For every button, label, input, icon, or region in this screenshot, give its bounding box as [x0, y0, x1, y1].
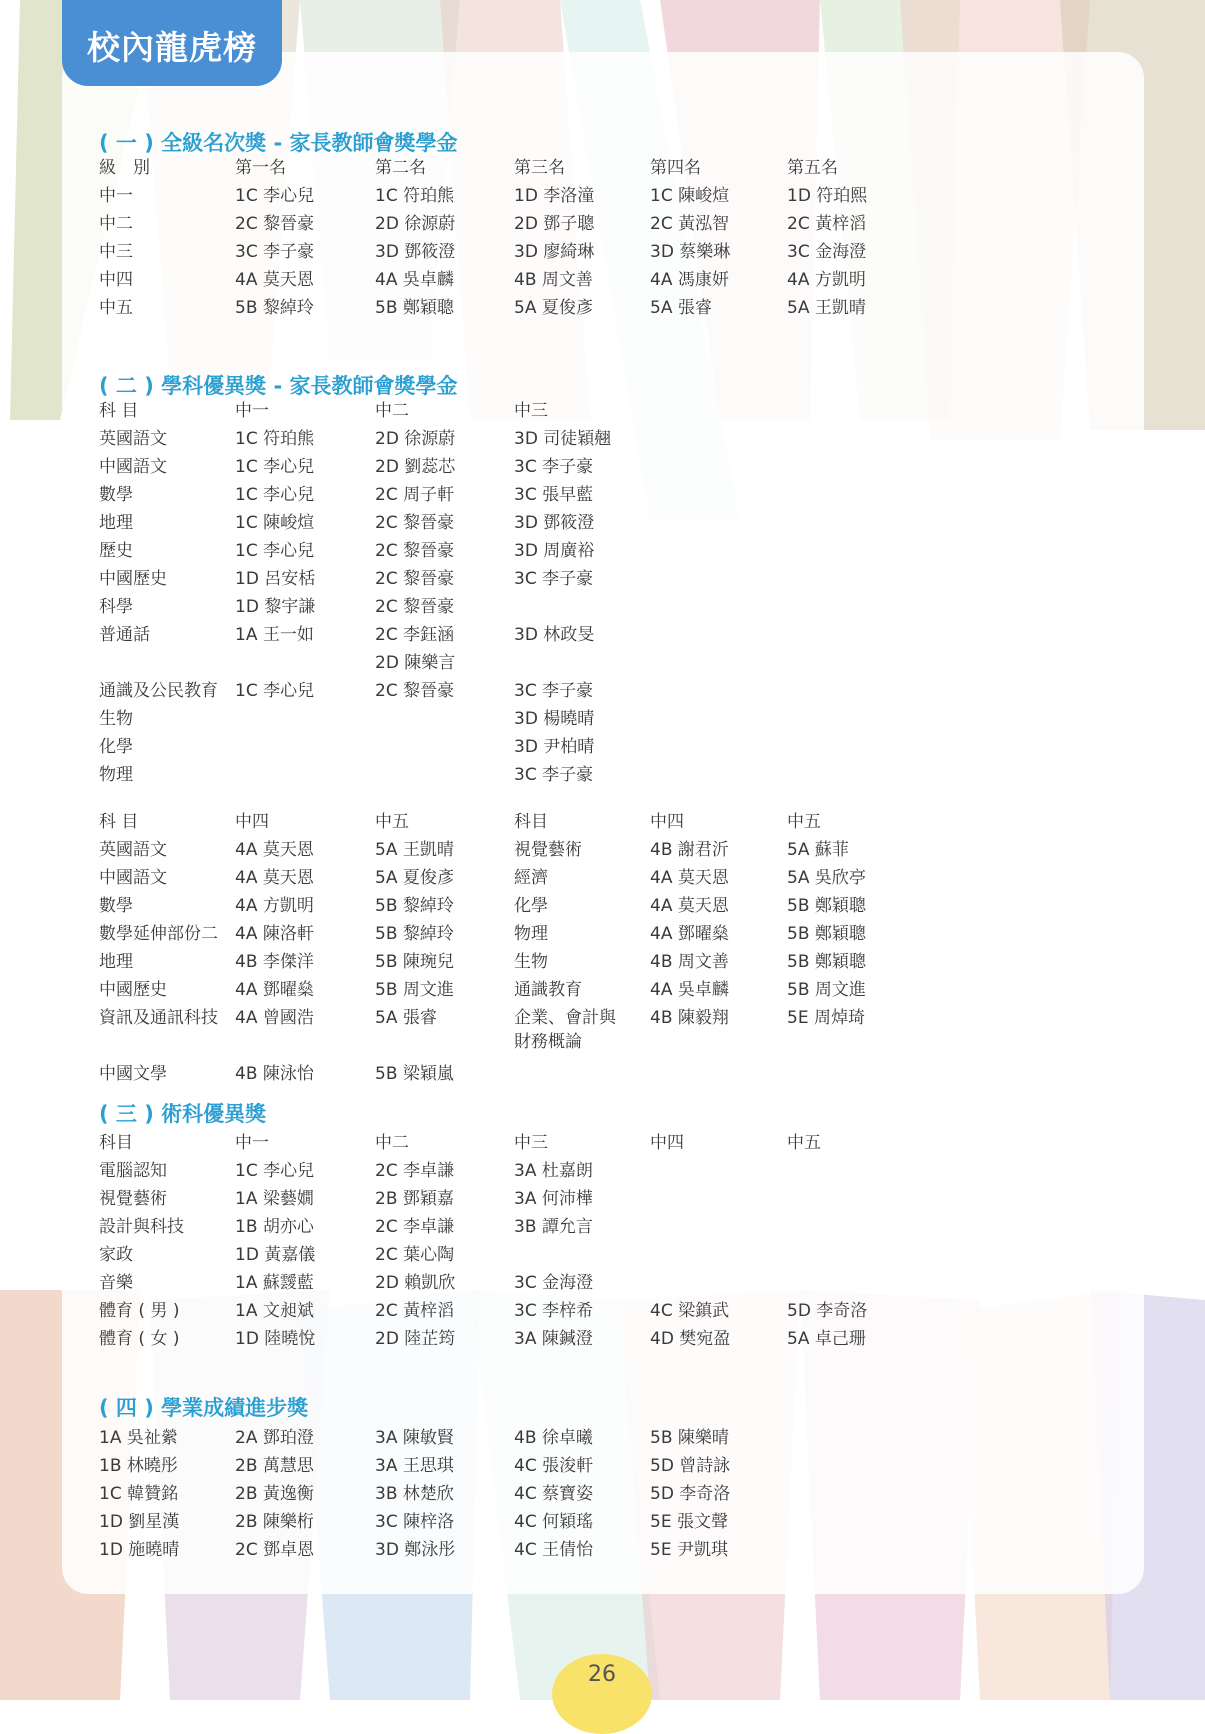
- table-cell: 1B 林曉彤: [99, 1456, 178, 1476]
- column-header: 中三: [514, 1133, 548, 1153]
- table-cell: 2C 李卓謙: [375, 1217, 455, 1237]
- table-cell: 1C 李心兒: [235, 541, 315, 561]
- table-cell: 5A 卓己珊: [787, 1329, 866, 1349]
- table-cell: 4D 樊宛盈: [650, 1329, 731, 1349]
- table-cell: 3C 李梓希: [514, 1301, 594, 1321]
- table-cell: 物理: [99, 765, 133, 785]
- table-cell: 5A 吳欣亭: [787, 868, 866, 888]
- table-cell: 通識教育: [514, 980, 582, 1000]
- table-cell: 4A 吳卓麟: [375, 270, 454, 290]
- table-cell: 2D 賴凱欣: [375, 1273, 456, 1293]
- table-cell: 2D 徐源蔚: [375, 214, 456, 234]
- table-cell: 2D 劉蕊芯: [375, 457, 456, 477]
- table-cell: 2D 徐源蔚: [375, 429, 456, 449]
- table-cell: 2C 黃梓滔: [375, 1301, 455, 1321]
- table-cell: 化學: [99, 737, 133, 757]
- table-cell: 3A 杜嘉朗: [514, 1161, 593, 1181]
- table-cell: 4C 張浚軒: [514, 1456, 594, 1476]
- table-cell: 通識及公民教育: [99, 681, 218, 701]
- table-cell: 1D 劉星漢: [99, 1512, 180, 1532]
- table-cell: 3C 李子豪: [235, 242, 315, 262]
- column-header: 第五名: [787, 158, 838, 178]
- table-cell: 3D 蔡樂琳: [650, 242, 731, 262]
- table-cell: 3A 陳鍼澄: [514, 1329, 593, 1349]
- table-cell: 1C 陳峻煊: [650, 186, 730, 206]
- column-header: 第一名: [235, 158, 286, 178]
- table-cell: 中五: [99, 298, 133, 318]
- table-cell: 5B 周文進: [787, 980, 866, 1000]
- table-cell: 5B 陳琬兒: [375, 952, 454, 972]
- table-cell: 5A 王凱晴: [375, 840, 454, 860]
- column-header: 科 目: [99, 812, 139, 832]
- table-cell: 3D 鄧筱澄: [375, 242, 456, 262]
- column-header: 第三名: [514, 158, 565, 178]
- table-cell: 3A 陳敏賢: [375, 1428, 454, 1448]
- table-cell: 5A 夏俊彥: [375, 868, 454, 888]
- table-cell: 5B 梁穎嵐: [375, 1064, 454, 1084]
- table-cell: 4B 李傑洋: [235, 952, 314, 972]
- table-cell: 2C 黎晉豪: [375, 597, 455, 617]
- table-cell: 1C 李心兒: [235, 1161, 315, 1181]
- table-cell: 中國歷史: [99, 569, 167, 589]
- table-cell: 4C 蔡寶姿: [514, 1484, 594, 1504]
- table-cell: 家政: [99, 1245, 133, 1265]
- column-header: 科 目: [99, 401, 139, 421]
- table-cell: 2C 黎晉豪: [375, 681, 455, 701]
- table-cell: 3C 金海澄: [514, 1273, 594, 1293]
- table-cell: 1B 胡亦心: [235, 1217, 314, 1237]
- table-cell: 5B 黎綽玲: [235, 298, 314, 318]
- table-cell: 1D 黎宇謙: [235, 597, 316, 617]
- table-cell: 地理: [99, 952, 133, 972]
- table-cell: 5B 鄭穎聰: [375, 298, 454, 318]
- table-cell: 普通話: [99, 625, 150, 645]
- table-cell: 5B 鄭穎聰: [787, 924, 866, 944]
- table-cell: 數學: [99, 485, 133, 505]
- section-heading-subject-awards: ( 二 ) 學科優異獎 - 家長教師會獎學金: [99, 374, 458, 398]
- column-header: 科目: [99, 1133, 133, 1153]
- table-cell: 企業、會計與財務概論: [514, 1008, 616, 1052]
- column-header: 第四名: [650, 158, 701, 178]
- page-title: 校內龍虎榜: [62, 0, 282, 86]
- table-cell: 1D 陸曉悅: [235, 1329, 316, 1349]
- table-cell: 1C 韓贊銘: [99, 1484, 179, 1504]
- table-cell: 4A 莫天恩: [235, 868, 314, 888]
- table-cell: 4B 陳毅翔: [650, 1008, 729, 1028]
- table-cell: 1C 符珀熊: [375, 186, 455, 206]
- table-cell: 4A 莫天恩: [650, 896, 729, 916]
- table-cell: 4A 莫天恩: [235, 270, 314, 290]
- table-cell: 3D 廖綺琳: [514, 242, 595, 262]
- column-header: 級 別: [99, 158, 150, 178]
- table-cell: 2B 鄧穎嘉: [375, 1189, 454, 1209]
- table-cell: 4A 鄧曜燊: [650, 924, 729, 944]
- table-cell: 2C 黃梓滔: [787, 214, 867, 234]
- table-cell: 5A 蘇菲: [787, 840, 849, 860]
- table-cell: 2D 陸芷筠: [375, 1329, 456, 1349]
- column-header: 中四: [235, 812, 269, 832]
- table-cell: 1D 李洛潼: [514, 186, 595, 206]
- table-cell: 經濟: [514, 868, 548, 888]
- column-header: 中一: [235, 401, 269, 421]
- table-cell: 3D 尹柏晴: [514, 737, 595, 757]
- table-cell: 5B 黎綽玲: [375, 896, 454, 916]
- table-cell: 1A 梁藝嫺: [235, 1189, 314, 1209]
- table-cell: 中國文學: [99, 1064, 167, 1084]
- table-cell: 4A 莫天恩: [235, 840, 314, 860]
- table-cell: 數學: [99, 896, 133, 916]
- table-cell: 設計與科技: [99, 1217, 184, 1237]
- table-cell: 英國語文: [99, 840, 167, 860]
- table-cell: 5A 王凱晴: [787, 298, 866, 318]
- table-cell: 3A 何沛樺: [514, 1189, 593, 1209]
- table-cell: 音樂: [99, 1273, 133, 1293]
- table-cell: 2D 鄧子聰: [514, 214, 595, 234]
- table-cell: 4B 周文善: [514, 270, 593, 290]
- table-cell: 地理: [99, 513, 133, 533]
- table-cell: 3D 楊曉晴: [514, 709, 595, 729]
- table-cell: 2C 黎晉豪: [375, 569, 455, 589]
- table-cell: 中國歷史: [99, 980, 167, 1000]
- table-cell: 4A 馮康妍: [650, 270, 729, 290]
- table-cell: 3D 鄭泳彤: [375, 1540, 456, 1560]
- table-cell: 資訊及通訊科技: [99, 1008, 218, 1028]
- table-cell: 2C 李卓謙: [375, 1161, 455, 1181]
- table-cell: 1C 李心兒: [235, 457, 315, 477]
- table-cell: 3D 鄧筱澄: [514, 513, 595, 533]
- column-header: 中五: [375, 812, 409, 832]
- table-cell: 5A 張睿: [650, 298, 712, 318]
- table-cell: 3C 李子豪: [514, 681, 594, 701]
- table-cell: 3C 李子豪: [514, 765, 594, 785]
- table-cell: 1D 施曉晴: [99, 1540, 180, 1560]
- table-cell: 5D 曾詩詠: [650, 1456, 731, 1476]
- section-heading-rankings: ( 一 ) 全級名次獎 - 家長教師會獎學金: [99, 131, 458, 155]
- table-cell: 1C 李心兒: [235, 186, 315, 206]
- section-heading-practical-awards: ( 三 ) 術科優異獎: [99, 1102, 267, 1126]
- table-cell: 5B 黎綽玲: [375, 924, 454, 944]
- table-cell: 1A 王一如: [235, 625, 314, 645]
- table-cell: 4B 陳泳怡: [235, 1064, 314, 1084]
- table-cell: 5B 鄭穎聰: [787, 896, 866, 916]
- table-cell: 1D 呂安栝: [235, 569, 316, 589]
- table-cell: 5D 李奇洛: [650, 1484, 731, 1504]
- table-cell: 生物: [99, 709, 133, 729]
- table-cell: 1A 吳祉縈: [99, 1428, 178, 1448]
- table-cell: 1C 李心兒: [235, 681, 315, 701]
- section-heading-improvement-awards: ( 四 ) 學業成績進步獎: [99, 1396, 309, 1420]
- column-header: 科目: [514, 812, 548, 832]
- table-cell: 5E 尹凱琪: [650, 1540, 728, 1560]
- table-cell: 4C 何穎瑤: [514, 1512, 594, 1532]
- table-cell: 1C 李心兒: [235, 485, 315, 505]
- table-cell: 5D 李奇洛: [787, 1301, 868, 1321]
- column-header: 中三: [514, 401, 548, 421]
- column-header: 中五: [787, 1133, 821, 1153]
- column-header: 中四: [650, 812, 684, 832]
- table-cell: 視覺藝術: [99, 1189, 167, 1209]
- column-header: 中五: [787, 812, 821, 832]
- table-cell: 中一: [99, 186, 133, 206]
- page-number: 26: [552, 1654, 652, 1734]
- table-cell: 1C 陳峻煊: [235, 513, 315, 533]
- table-cell: 4C 梁鎮武: [650, 1301, 730, 1321]
- table-cell: 3A 王思琪: [375, 1456, 454, 1476]
- table-cell: 3C 李子豪: [514, 457, 594, 477]
- table-cell: 2B 萬慧思: [235, 1456, 314, 1476]
- table-cell: 4A 吳卓麟: [650, 980, 729, 1000]
- table-cell: 4A 莫天恩: [650, 868, 729, 888]
- table-cell: 2C 黃泓智: [650, 214, 730, 234]
- table-cell: 中三: [99, 242, 133, 262]
- table-cell: 電腦認知: [99, 1161, 167, 1181]
- table-cell: 1A 文昶斌: [235, 1301, 314, 1321]
- table-cell: 4C 王倩怡: [514, 1540, 594, 1560]
- table-cell: 3D 周廣裕: [514, 541, 595, 561]
- table-cell: 2C 鄧卓恩: [235, 1540, 315, 1560]
- table-cell: 2C 李鈺涵: [375, 625, 455, 645]
- table-cell: 5E 張文聲: [650, 1512, 728, 1532]
- table-cell: 3B 譚允言: [514, 1217, 593, 1237]
- table-cell: 1D 符珀熙: [787, 186, 868, 206]
- table-cell: 化學: [514, 896, 548, 916]
- table-cell: 5B 鄭穎聰: [787, 952, 866, 972]
- column-header: 中二: [375, 1133, 409, 1153]
- column-header: 第二名: [375, 158, 426, 178]
- table-cell: 3C 陳梓洛: [375, 1512, 455, 1532]
- table-cell: 3D 司徒穎翹: [514, 429, 612, 449]
- table-cell: 3C 金海澄: [787, 242, 867, 262]
- table-cell: 5E 周焯琦: [787, 1008, 865, 1028]
- table-cell: 4B 周文善: [650, 952, 729, 972]
- table-cell: 中國語文: [99, 457, 167, 477]
- table-cell: 4A 曾國浩: [235, 1008, 314, 1028]
- table-cell: 5A 張睿: [375, 1008, 437, 1028]
- table-cell: 4A 鄧曜燊: [235, 980, 314, 1000]
- table-cell: 2C 葉心陶: [375, 1245, 455, 1265]
- table-cell: 4A 方凱明: [787, 270, 866, 290]
- table-cell: 中四: [99, 270, 133, 290]
- table-cell: 歷史: [99, 541, 133, 561]
- table-cell: 體育 ( 男 ): [99, 1301, 180, 1321]
- table-cell: 4A 陳洛軒: [235, 924, 314, 944]
- table-cell: 2D 陳樂言: [375, 653, 456, 673]
- table-cell: 中二: [99, 214, 133, 234]
- table-cell: 2C 黎晉豪: [375, 513, 455, 533]
- table-cell: 3C 李子豪: [514, 569, 594, 589]
- table-cell: 2C 黎晉豪: [375, 541, 455, 561]
- column-header: 中四: [650, 1133, 684, 1153]
- table-cell: 2B 黃逸衡: [235, 1484, 314, 1504]
- table-cell: 2C 周子軒: [375, 485, 455, 505]
- table-cell: 5B 周文進: [375, 980, 454, 1000]
- table-cell: 5A 夏俊彥: [514, 298, 593, 318]
- column-header: 中二: [375, 401, 409, 421]
- table-cell: 5B 陳樂晴: [650, 1428, 729, 1448]
- table-cell: 4B 謝君沂: [650, 840, 729, 860]
- table-cell: 2A 鄧珀澄: [235, 1428, 314, 1448]
- table-cell: 4A 方凱明: [235, 896, 314, 916]
- table-cell: 3C 張早藍: [514, 485, 594, 505]
- column-header: 中一: [235, 1133, 269, 1153]
- table-cell: 數學延伸部份二: [99, 924, 218, 944]
- table-cell: 英國語文: [99, 429, 167, 449]
- table-cell: 4B 徐卓曦: [514, 1428, 593, 1448]
- table-cell: 生物: [514, 952, 548, 972]
- table-cell: 物理: [514, 924, 548, 944]
- table-cell: 3D 林政旻: [514, 625, 595, 645]
- table-cell: 1A 蘇靉藍: [235, 1273, 314, 1293]
- table-cell: 2B 陳樂桁: [235, 1512, 314, 1532]
- table-cell: 視覺藝術: [514, 840, 582, 860]
- table-cell: 科學: [99, 597, 133, 617]
- table-cell: 3B 林楚欣: [375, 1484, 454, 1504]
- table-cell: 2C 黎晉豪: [235, 214, 315, 234]
- table-cell: 1D 黃嘉儀: [235, 1245, 316, 1265]
- table-cell: 中國語文: [99, 868, 167, 888]
- table-cell: 1C 符珀熊: [235, 429, 315, 449]
- table-cell: 體育 ( 女 ): [99, 1329, 180, 1349]
